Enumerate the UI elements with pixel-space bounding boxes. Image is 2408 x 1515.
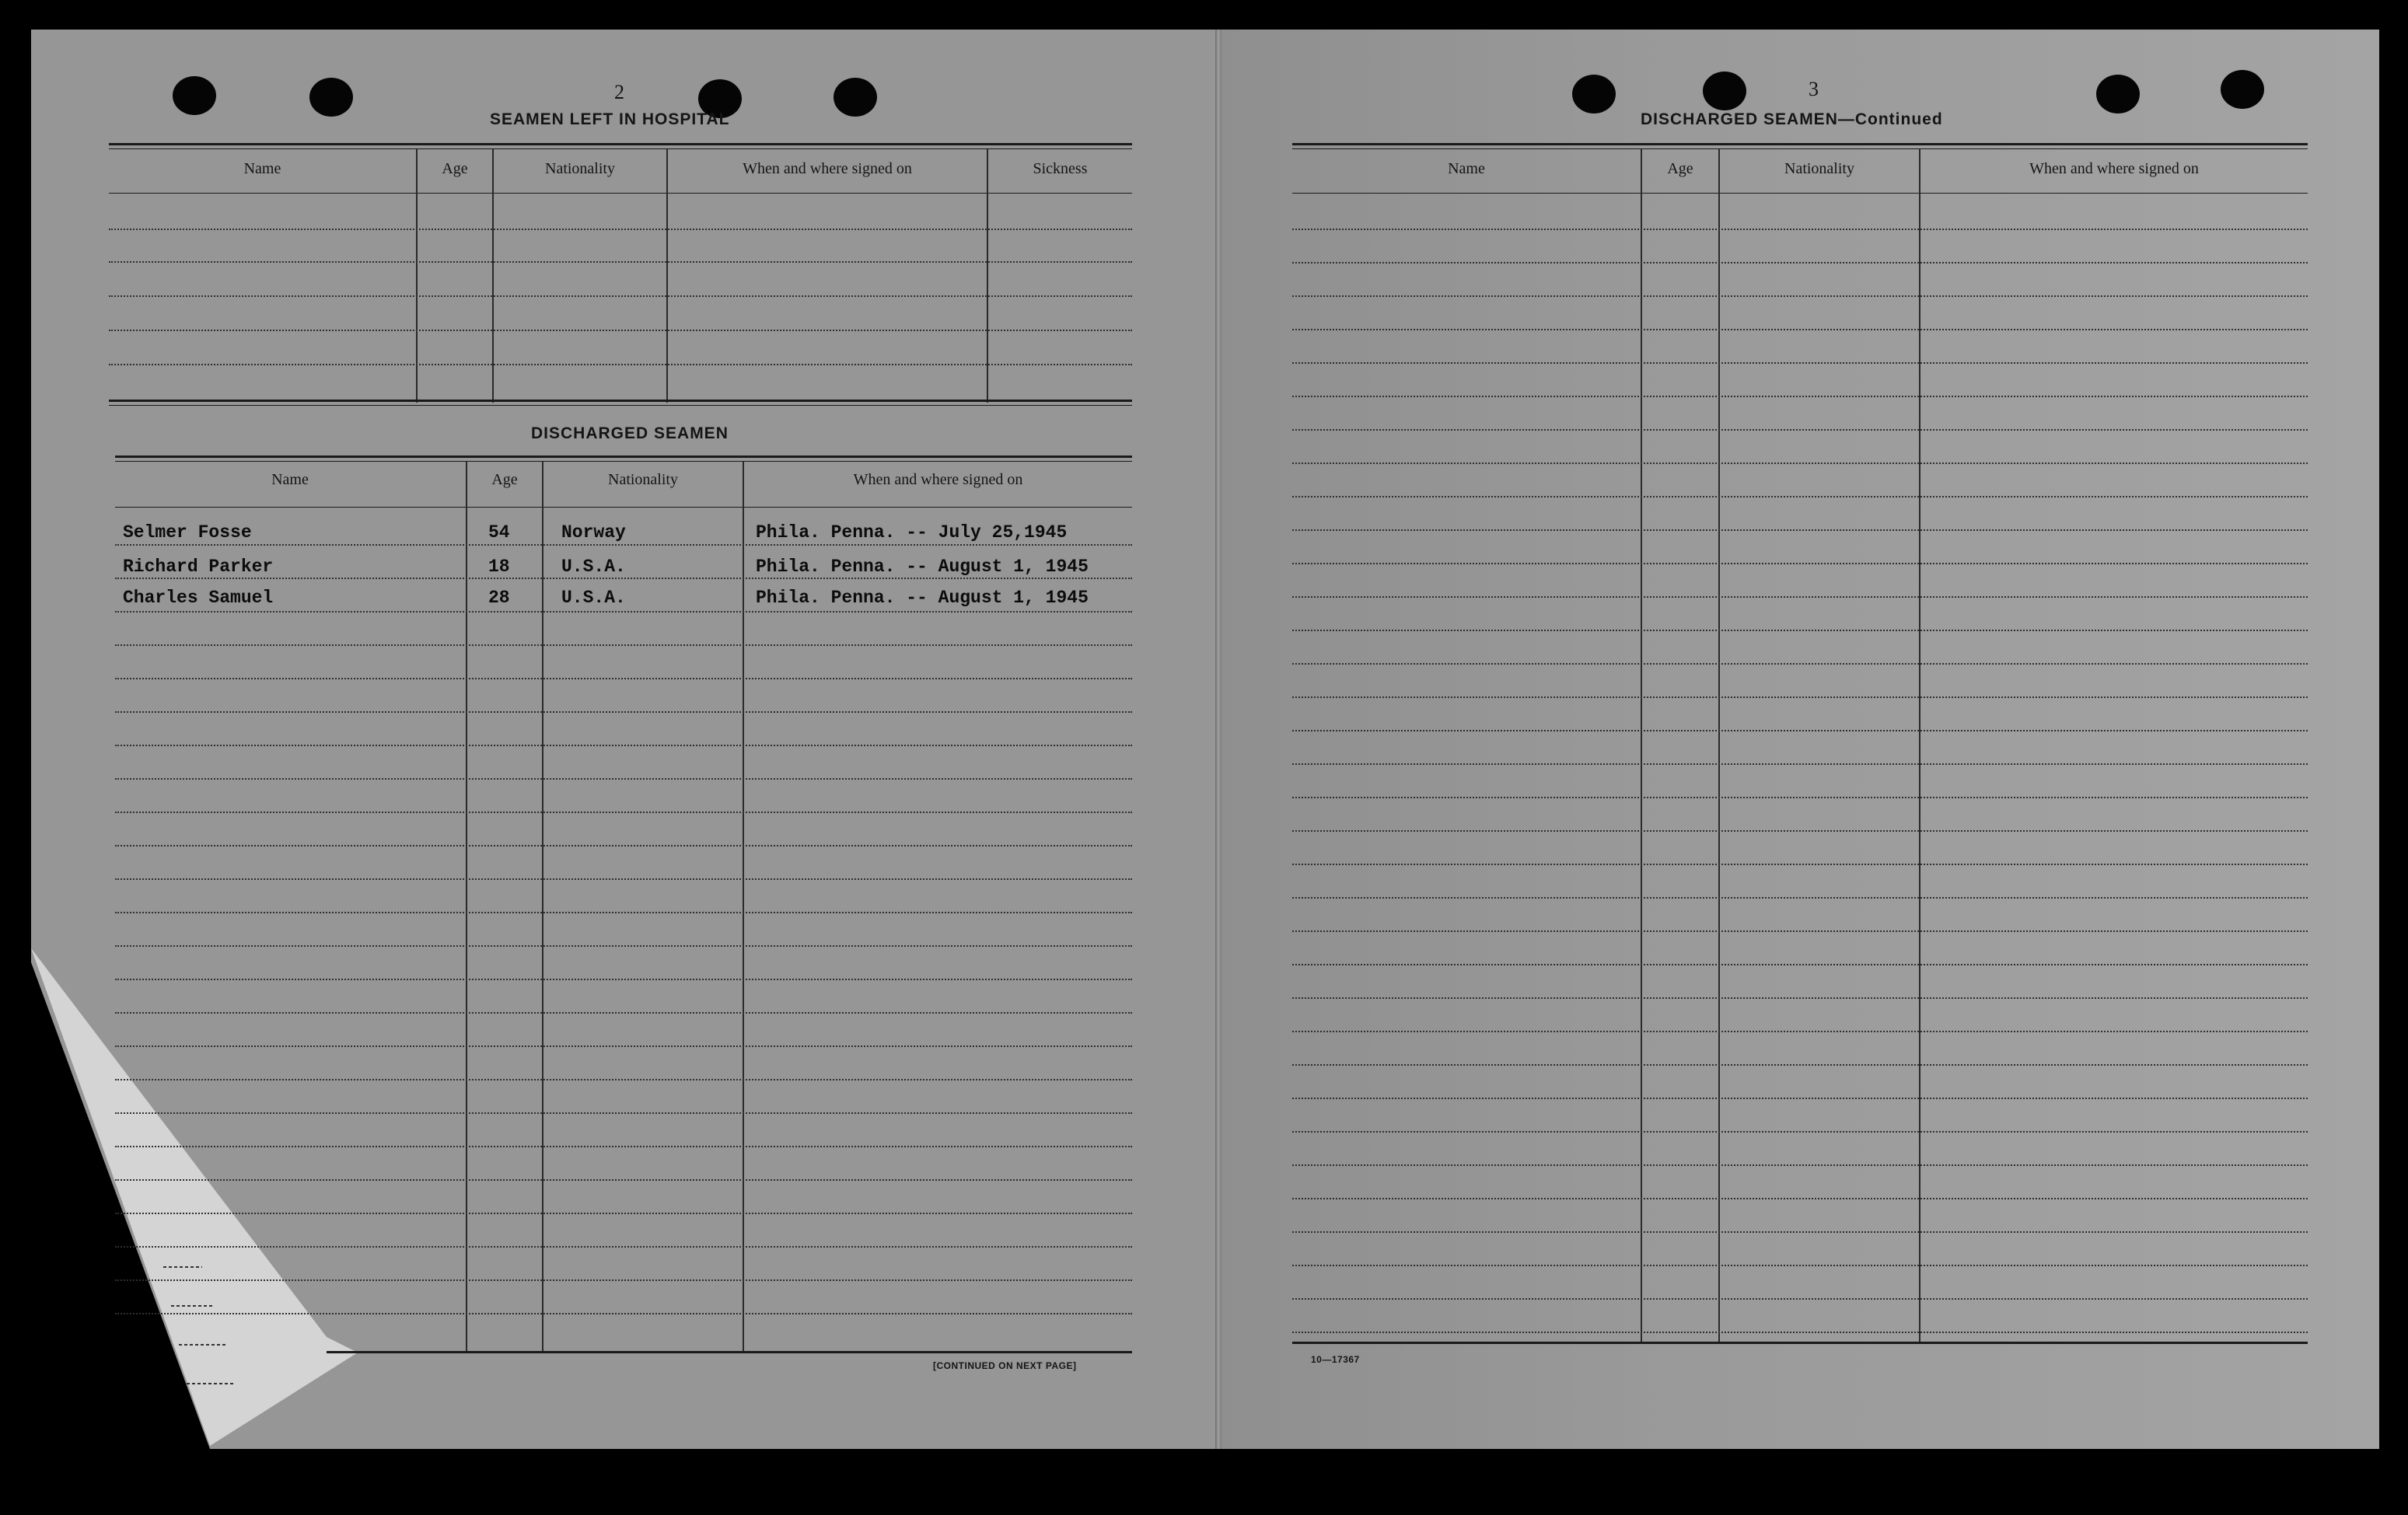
row-line [115, 1279, 1132, 1281]
hospital-section-title: SEAMEN LEFT IN HOSPITAL [490, 110, 730, 128]
row-line [1292, 964, 2308, 965]
seaman-signed-on: Phila. Penna. -- July 25,1945 [756, 522, 1068, 543]
row-line [1292, 429, 2308, 431]
row-line [115, 678, 1132, 679]
hospital-col-signed-on: When and where signed on [743, 160, 912, 177]
row-line [115, 544, 1132, 546]
row-line [1292, 362, 2308, 364]
row-line [1292, 663, 2308, 665]
row-line [115, 878, 1132, 880]
folded-corner-lines [156, 1259, 249, 1415]
row-line [1292, 496, 2308, 497]
row-line [1292, 1231, 2308, 1233]
row-line [1292, 897, 2308, 899]
row-line [1292, 563, 2308, 564]
row-line [115, 611, 1132, 613]
seaman-name: Selmer Fosse [123, 522, 252, 543]
page-spine [1215, 30, 1221, 1449]
row-line [115, 745, 1132, 746]
row-line [1292, 596, 2308, 598]
row-line [1292, 262, 2308, 264]
row-line [115, 1246, 1132, 1248]
row-line [1292, 696, 2308, 698]
row-line [115, 1313, 1132, 1314]
discharged-col-name: Name [271, 471, 309, 488]
page-number-left: 2 [614, 81, 624, 103]
seaman-nationality: U.S.A. [561, 557, 626, 577]
row-line [1292, 763, 2308, 765]
hospital-col-sickness: Sickness [1033, 160, 1088, 177]
row-line [115, 1045, 1132, 1047]
row-line [1292, 1298, 2308, 1300]
row-line [115, 1179, 1132, 1181]
right-col-signed-on: When and where signed on [2029, 160, 2199, 177]
discharged-col-age: Age [491, 471, 518, 488]
row-line [115, 912, 1132, 913]
discharged-section-title: DISCHARGED SEAMEN [531, 424, 729, 442]
row-line [1292, 797, 2308, 798]
seaman-signed-on: Phila. Penna. -- August 1, 1945 [756, 588, 1089, 608]
discharged-col-nationality: Nationality [608, 471, 678, 488]
hospital-col-age: Age [442, 160, 468, 177]
row-line [115, 1112, 1132, 1114]
row-line [115, 778, 1132, 780]
right-table-bottom-rule [1292, 1342, 2308, 1344]
discharged-table-bottom-rule [327, 1351, 1132, 1353]
hospital-table-bottom-rule [109, 400, 1132, 402]
seaman-signed-on: Phila. Penna. -- August 1, 1945 [756, 557, 1089, 577]
right-col-age: Age [1667, 160, 1693, 177]
row-line [1292, 997, 2308, 999]
row-line [1292, 1265, 2308, 1266]
row-line [115, 945, 1132, 947]
discharged-table-top-rule [115, 456, 1132, 458]
row-line [115, 1213, 1132, 1214]
row-line [1292, 864, 2308, 865]
discharged-continued-title: DISCHARGED SEAMEN—Continued [1641, 110, 1943, 128]
seaman-age: 18 [488, 557, 510, 577]
row-line [1292, 1098, 2308, 1099]
continued-note: [CONTINUED ON NEXT PAGE] [933, 1360, 1077, 1371]
row-line [1292, 396, 2308, 397]
row-line [115, 1146, 1132, 1147]
row-line [1292, 1131, 2308, 1133]
row-line [115, 1012, 1132, 1014]
punch-hole [309, 78, 353, 117]
row-line [115, 979, 1132, 980]
form-number: 10—17367 [1311, 1354, 1360, 1365]
right-page [1219, 30, 2379, 1449]
row-line [1292, 1332, 2308, 1333]
row-line [115, 812, 1132, 813]
seaman-nationality: U.S.A. [561, 588, 626, 608]
discharged-col-signed-on: When and where signed on [853, 471, 1023, 488]
row-line [1292, 1164, 2308, 1166]
right-col-name: Name [1448, 160, 1485, 177]
hospital-col-nationality: Nationality [545, 160, 615, 177]
row-line [1292, 229, 2308, 230]
row-line [1292, 1064, 2308, 1066]
row-line [115, 845, 1132, 847]
row-line [1292, 1031, 2308, 1032]
row-line [115, 711, 1132, 713]
page-number-right: 3 [1809, 78, 1819, 100]
row-line [1292, 830, 2308, 832]
row-line [1292, 329, 2308, 330]
row-line [1292, 529, 2308, 531]
row-line [115, 578, 1132, 579]
punch-hole [2096, 75, 2140, 113]
row-line [1292, 463, 2308, 464]
seaman-name: Charles Samuel [123, 588, 274, 608]
row-line [1292, 295, 2308, 297]
row-line [1292, 930, 2308, 932]
row-line [115, 644, 1132, 646]
punch-hole [2221, 70, 2264, 109]
seaman-name: Richard Parker [123, 557, 274, 577]
right-table-top-rule [1292, 143, 2308, 145]
row-line [1292, 1198, 2308, 1199]
seaman-nationality: Norway [561, 522, 626, 543]
punch-hole [1703, 72, 1746, 110]
seaman-age: 54 [488, 522, 510, 543]
punch-hole [173, 76, 216, 115]
hospital-col-name: Name [243, 160, 281, 177]
row-line [1292, 630, 2308, 631]
punch-hole [1572, 75, 1616, 113]
row-line [115, 1079, 1132, 1080]
seaman-age: 28 [488, 588, 510, 608]
hospital-table-top-rule [109, 143, 1132, 145]
punch-hole [834, 78, 877, 117]
right-col-nationality: Nationality [1784, 160, 1854, 177]
row-line [1292, 730, 2308, 731]
